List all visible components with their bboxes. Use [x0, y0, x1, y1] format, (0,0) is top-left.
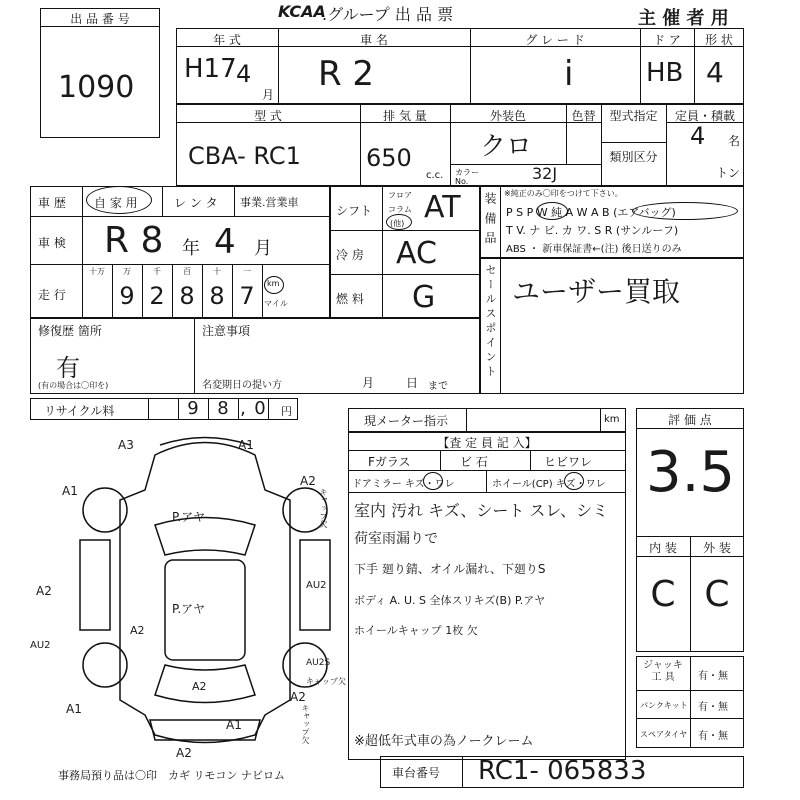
lot-number-value: 1090 — [58, 70, 135, 105]
inspector-note-1: 荷室雨漏りで — [354, 531, 438, 547]
damage-mark-7: A2 — [192, 680, 207, 693]
shape-value: 4 — [706, 56, 724, 89]
shape-label: 形 状 — [705, 33, 733, 47]
side-note-2: キャップ欠 — [306, 677, 346, 686]
damage-mark-13: A2 — [130, 624, 145, 637]
mile-label: マイル — [264, 299, 288, 308]
inspection-year-unit: 年 — [182, 238, 200, 259]
door-label: ド ア — [653, 33, 681, 47]
type-spec-label: 型式指定 — [609, 109, 658, 123]
equipment-note: ※純正のみ〇印をつけて下さい。 — [504, 189, 623, 198]
shift-label: シフト — [336, 204, 373, 218]
meter-label: 現メーター指示 — [364, 414, 449, 428]
digit-label-2: 千 — [153, 267, 161, 276]
mileage-label: 走 行 — [38, 288, 66, 302]
km-label: km — [267, 279, 280, 288]
color-change-label: 色替 — [571, 109, 596, 123]
recycle-digit-1: 8 — [217, 398, 229, 419]
digit-label-0: 十万 — [89, 267, 105, 276]
recycle-digit-3: 0 — [254, 398, 266, 419]
damage-mark-8: A2 — [290, 690, 306, 704]
side-left — [80, 540, 110, 630]
name-change-until: まで — [428, 381, 448, 392]
exterior-value: C — [704, 574, 730, 615]
inspection-month-unit: 月 — [254, 238, 272, 259]
notice-label: 注意事項 — [202, 324, 251, 338]
side-note-1: キャップ欠 — [319, 488, 328, 528]
month-value: 4 — [236, 60, 252, 88]
recycle-digit-0: 9 — [187, 398, 199, 419]
mileage-digit-0: 9 — [119, 282, 135, 310]
fuel-value: G — [412, 280, 436, 315]
jack-label: ジャッキ 工 具 — [643, 660, 683, 683]
airbag-circle — [632, 202, 738, 220]
history-label: 車 歴 — [38, 196, 66, 210]
ac-value: AC — [396, 236, 437, 271]
displacement-unit: c.c. — [426, 170, 444, 181]
inspector-note-0: 室内 汚れ キズ、シート スレ、シミ — [354, 501, 609, 520]
ton-unit: トン — [716, 166, 741, 180]
capacity-unit: 名 — [728, 134, 741, 148]
mileage-digit-3: 8 — [209, 282, 225, 310]
rear-bumper — [150, 720, 260, 740]
history-option-private: 自 家 用 — [94, 196, 138, 210]
inspector-note-4: ホイールキャップ 1枚 欠 — [354, 624, 478, 637]
digit-label-4: 十 — [213, 267, 221, 276]
name-change-month: 月 — [362, 376, 375, 390]
form-title: .グループ 出 品 票 — [322, 5, 454, 24]
mileage-digit-4: 7 — [239, 282, 255, 310]
interior-value: C — [650, 574, 676, 615]
damage-mark-6: A1 — [66, 702, 82, 716]
exterior-label: 外 装 — [703, 541, 731, 555]
digit-label-3: 百 — [183, 267, 191, 276]
wheel-label: ホイール(CP) キズ・ワレ — [492, 479, 606, 490]
grade-value: i — [564, 54, 574, 94]
mirror-circle — [423, 472, 443, 490]
front-glass-label: Fガラス — [368, 455, 411, 469]
mirror-label: ドアミラー キズ・ワレ — [352, 479, 455, 490]
digit-label-5: 一 — [243, 267, 251, 276]
office-note: 事務局預り品は〇印 カギ リモコン ナビロム — [58, 769, 285, 782]
recycle-unit: 円 — [281, 405, 292, 418]
repair-label: 修復歴 箇所 — [38, 324, 102, 338]
inspector-note-2: 下手 廻り錆、オイル漏れ、下廻りS — [354, 562, 546, 576]
damage-mark-10: A2 — [176, 746, 192, 760]
year-value: H17 — [184, 54, 237, 84]
name-change-day: 日 — [406, 376, 419, 390]
side-note-3: キャップ欠 — [301, 704, 310, 744]
class-label: 類別区分 — [609, 150, 658, 164]
inspector-note-5: ※超低年式車の為ノークレーム — [354, 734, 534, 749]
puncture-label: パンクキット — [640, 701, 688, 710]
repair-value: 有 — [56, 354, 80, 382]
chassis-value: RC1- 065833 — [478, 756, 647, 786]
sales-point-label: セ ー ル ス ポ イ ン ト — [484, 264, 497, 377]
damage-mark-4: A2 — [36, 584, 52, 598]
damage-mark-12: AU2S — [306, 658, 331, 668]
front-bumper — [160, 438, 250, 446]
score-label: 評 価 点 — [668, 413, 712, 427]
puncture-value: 有・無 — [698, 702, 728, 713]
mileage-digit-1: 2 — [149, 282, 165, 310]
lot-number-label: 出 品 番 号 — [70, 12, 130, 26]
chip-label: ビ 石 — [460, 455, 488, 469]
color-no-value: 32J — [532, 164, 558, 183]
mileage-digit-2: 8 — [179, 282, 195, 310]
door-value: HB — [646, 58, 684, 88]
equipment-line1: P S P W 純 A W A B (エアバッグ) — [506, 206, 676, 219]
chassis-label: 車台番号 — [392, 766, 441, 780]
damage-mark-0: A3 — [118, 438, 134, 452]
equipment-label: 装 備 品 — [483, 192, 497, 246]
logo: KCAA — [278, 2, 326, 21]
exterior-color-value: クロ — [480, 132, 533, 162]
spare-label: スペアタイヤ — [640, 730, 688, 739]
meter-unit: km — [604, 414, 620, 425]
crack-label: ヒビワレ — [544, 455, 593, 469]
organizer-label: 主 催 者 用 — [638, 8, 729, 29]
jack-value: 有・無 — [698, 671, 728, 682]
damage-mark-5: AU2 — [30, 640, 51, 651]
displacement-label: 排 気 量 — [383, 109, 427, 123]
shift-value: AT — [424, 190, 461, 225]
recycle-digit-2: , — [240, 398, 246, 419]
name-change-label: 名変期日の提い方 — [202, 380, 282, 391]
pw-circle — [536, 202, 568, 220]
damage-mark-11: AU2 — [306, 580, 327, 591]
history-option-rental: レ ン タ — [174, 196, 218, 210]
spare-value: 有・無 — [698, 731, 728, 742]
car-body-outline — [120, 443, 290, 743]
inspector-header: 【査 定 員 記 入】 — [437, 436, 537, 450]
other-label: (他) — [390, 219, 405, 228]
damage-mark-15: P.アヤ — [172, 602, 206, 616]
capacity-label: 定員・積載 — [674, 109, 735, 123]
grade-label: グ レ ー ド — [525, 33, 585, 47]
column-label: コラム — [388, 205, 412, 214]
capacity-value: 4 — [690, 122, 706, 150]
inspector-note-3: ボディ A. U. S 全体スリキズ(B) P.アヤ — [354, 594, 546, 607]
digit-label-1: 万 — [123, 267, 131, 276]
ac-label: 冷 房 — [336, 248, 364, 262]
damage-mark-3: A2 — [300, 474, 316, 488]
damage-mark-14: P.アヤ — [172, 510, 206, 524]
equipment-line3: ABS ・ 新車保証書←(注) 後日送りのみ — [506, 244, 682, 255]
interior-label: 内 装 — [649, 541, 677, 555]
damage-mark-9: A1 — [226, 718, 242, 732]
sales-point-value: ユーザー買取 — [512, 275, 681, 308]
equipment-line2: T V. ナ ビ. カ ワ. S R (サンルーフ) — [506, 224, 679, 237]
car-name-label: 車 名 — [360, 33, 388, 47]
fuel-label: 燃 料 — [336, 292, 364, 306]
month-unit: 月 — [262, 88, 275, 102]
history-circle — [86, 186, 152, 214]
inspection-label: 車 検 — [38, 236, 66, 250]
inspection-month: 4 — [214, 222, 236, 262]
repair-note: (有の場合は〇印を) — [38, 381, 109, 390]
exterior-color-label: 外装色 — [489, 109, 526, 123]
score-value: 3.5 — [646, 440, 736, 505]
displacement-value: 650 — [366, 144, 412, 172]
wheel-circle — [564, 472, 584, 490]
color-no-label: カラー No. — [455, 168, 479, 186]
other-circle — [386, 214, 412, 230]
car-name-value: R 2 — [318, 54, 375, 94]
model-value: CBA- RC1 — [188, 142, 301, 170]
damage-mark-2: A1 — [62, 484, 78, 498]
inspection-value: R 8 — [104, 220, 164, 261]
model-label: 型 式 — [254, 109, 282, 123]
history-option-business: 事業.営業車 — [240, 196, 299, 209]
year-label: 年 式 — [213, 33, 241, 47]
floor-label: フロア — [388, 191, 412, 200]
damage-mark-1: A1 — [238, 438, 254, 452]
recycle-label: リサイクル料 — [44, 404, 115, 418]
